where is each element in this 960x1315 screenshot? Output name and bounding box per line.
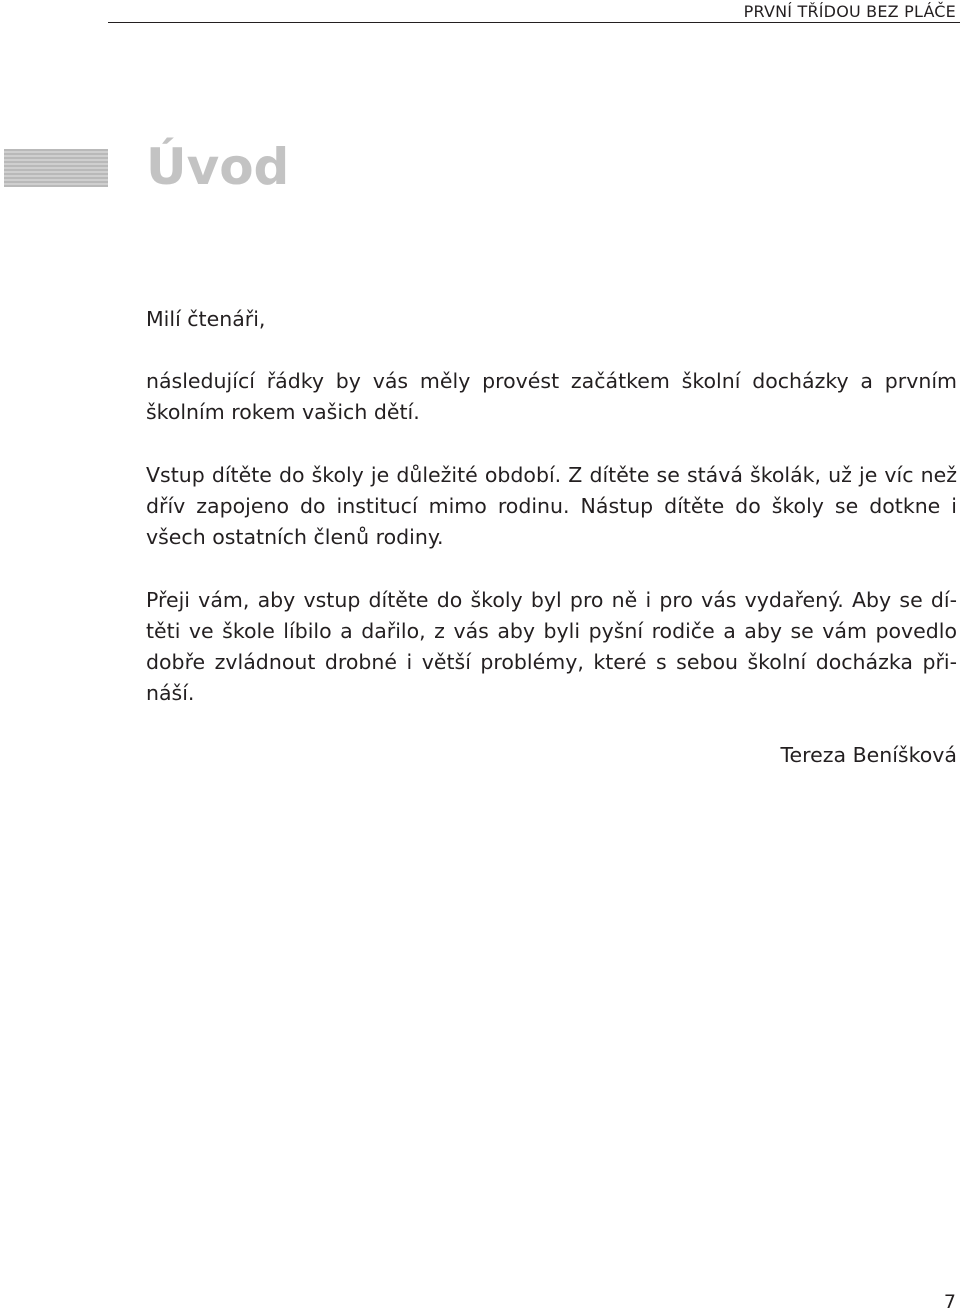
paragraph-1: následující řádky by vás měly provést začátkem školní docházky a prvním školním rokem vašich dětí. (146, 369, 957, 424)
header-rule (108, 22, 960, 23)
greeting: Milí čtenáři, (146, 307, 266, 331)
page-number: 7 (943, 1291, 956, 1313)
chapter-title: Úvod (146, 138, 290, 196)
signature: Tereza Beníšková (780, 743, 957, 767)
paragraph-2: Vstup dítěte do školy je důležité období. Z dítěte se stává školák, už je víc než dřív zapojeno do institucí mimo rodinu. Nástup dítěte do školy se dotkne i všech ostatních členů rodiny. (146, 463, 957, 549)
paragraph-3: Přeji vám, aby vstup dítěte do školy byl pro ně i pro vás vydařený. Aby se dítěti ve škole líbilo a dařilo, z vás aby byli pyšní rodiče a aby se vám povedlo dobře zvládnout drobné i větší problémy, které s sebou školní docházka přináší. (146, 588, 957, 705)
chapter-title-bar (4, 149, 108, 187)
running-header: PRVNÍ TŘÍDOU BEZ PLÁČE (743, 2, 956, 21)
